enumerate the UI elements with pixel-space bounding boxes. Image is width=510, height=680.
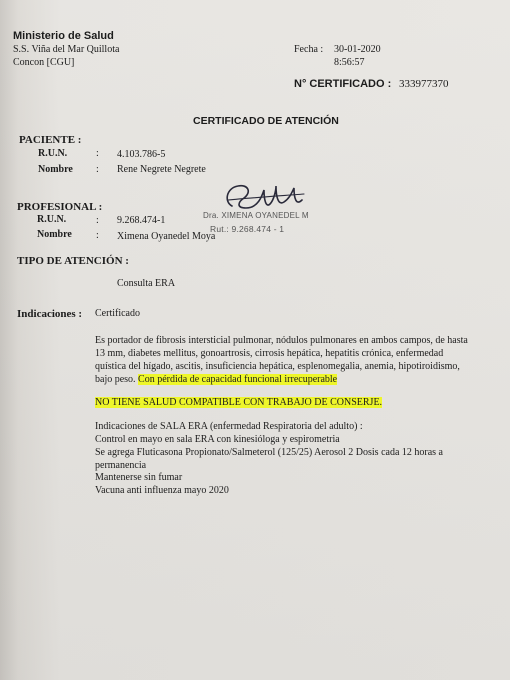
patient-section-label: PACIENTE : <box>19 134 82 146</box>
patient-run-label: R.U.N. <box>38 148 68 159</box>
professional-name-colon: : <box>96 230 99 241</box>
patient-run: 4.103.786-5 <box>117 149 166 160</box>
doctor-stamp-rut: Rut.: 9.268.474 - 1 <box>210 224 285 234</box>
medication-line: Se agrega Fluticasona Propionato/Salmeterol (125/25) Aerosol 2 Dosis cada 12 horas a <box>95 447 443 458</box>
diagnosis-line-4-start: bajo peso. <box>95 374 139 385</box>
professional-run: 9.268.474-1 <box>117 215 166 226</box>
document-title: CERTIFICADO DE ATENCIÓN <box>193 115 339 127</box>
professional-run-colon: : <box>96 215 99 226</box>
patient-name: Rene Negrete Negrete <box>117 164 206 175</box>
patient-run-colon: : <box>96 148 99 159</box>
date-label: Fecha : <box>294 44 324 55</box>
era-indications-title: Indicaciones de SALA ERA (enfermedad Respiratoria del adulto) : <box>95 421 363 432</box>
patient-name-label: Nombre <box>38 164 73 175</box>
date-value: 30-01-2020 <box>334 44 381 55</box>
certificate-number-label: N° CERTIFICADO : <box>294 78 392 90</box>
diagnosis-line-1: Es portador de fibrosis intersticial pulmonar, nódulos pulmonares en ambos campos, de hasta <box>95 335 468 346</box>
ministry-name: Ministerio de Salud <box>13 30 114 42</box>
era-control-line: Control en mayo en sala ERA con kinesióloga y espirometria <box>95 434 340 445</box>
time-value: 8:56:57 <box>334 57 365 68</box>
medication-line-2: permanencia <box>95 460 147 471</box>
incompatible-work-highlight: NO TIENE SALUD COMPATIBLE CON TRABAJO DE CONSERJE. <box>95 397 383 408</box>
certificate-number: 333977370 <box>399 78 449 90</box>
attention-type-label: TIPO DE ATENCIÓN : <box>17 255 129 267</box>
diagnosis-line-3: quística del hígado, ascitis, insuficiencia hepática, esplenomegalia, anemia, hipotiroidismo, <box>95 361 460 372</box>
attention-type-value: Consulta ERA <box>117 278 176 289</box>
professional-name-label: Nombre <box>37 229 72 240</box>
vaccine-line: Vacuna anti influenza mayo 2020 <box>95 485 229 496</box>
functional-loss-highlight: Con pérdida de capacidad funcional irrecuperable <box>138 374 338 385</box>
professional-name: Ximena Oyanedel Moya <box>117 231 216 242</box>
diagnosis-line-4 <box>95 374 337 386</box>
indications-value: Certificado <box>95 308 140 319</box>
doctor-stamp-name: Dra. XIMENA OYANEDEL M <box>203 211 309 220</box>
patient-name-colon: : <box>96 164 99 175</box>
diagnosis-line-2: 13 mm, diabetes mellitus, gonoartrosis, cirrosis hepática, hepatitis crónica, enfermedad <box>95 348 444 359</box>
no-smoking-line: Mantenerse sin fumar <box>95 472 183 483</box>
health-center: Concon [CGU] <box>13 57 75 68</box>
health-service: S.S. Viña del Mar Quillota <box>13 44 120 55</box>
highlight-line <box>95 397 382 409</box>
indications-label: Indicaciones : <box>17 308 83 320</box>
professional-section-label: PROFESIONAL : <box>17 201 103 213</box>
professional-run-label: R.U.N. <box>37 214 67 225</box>
